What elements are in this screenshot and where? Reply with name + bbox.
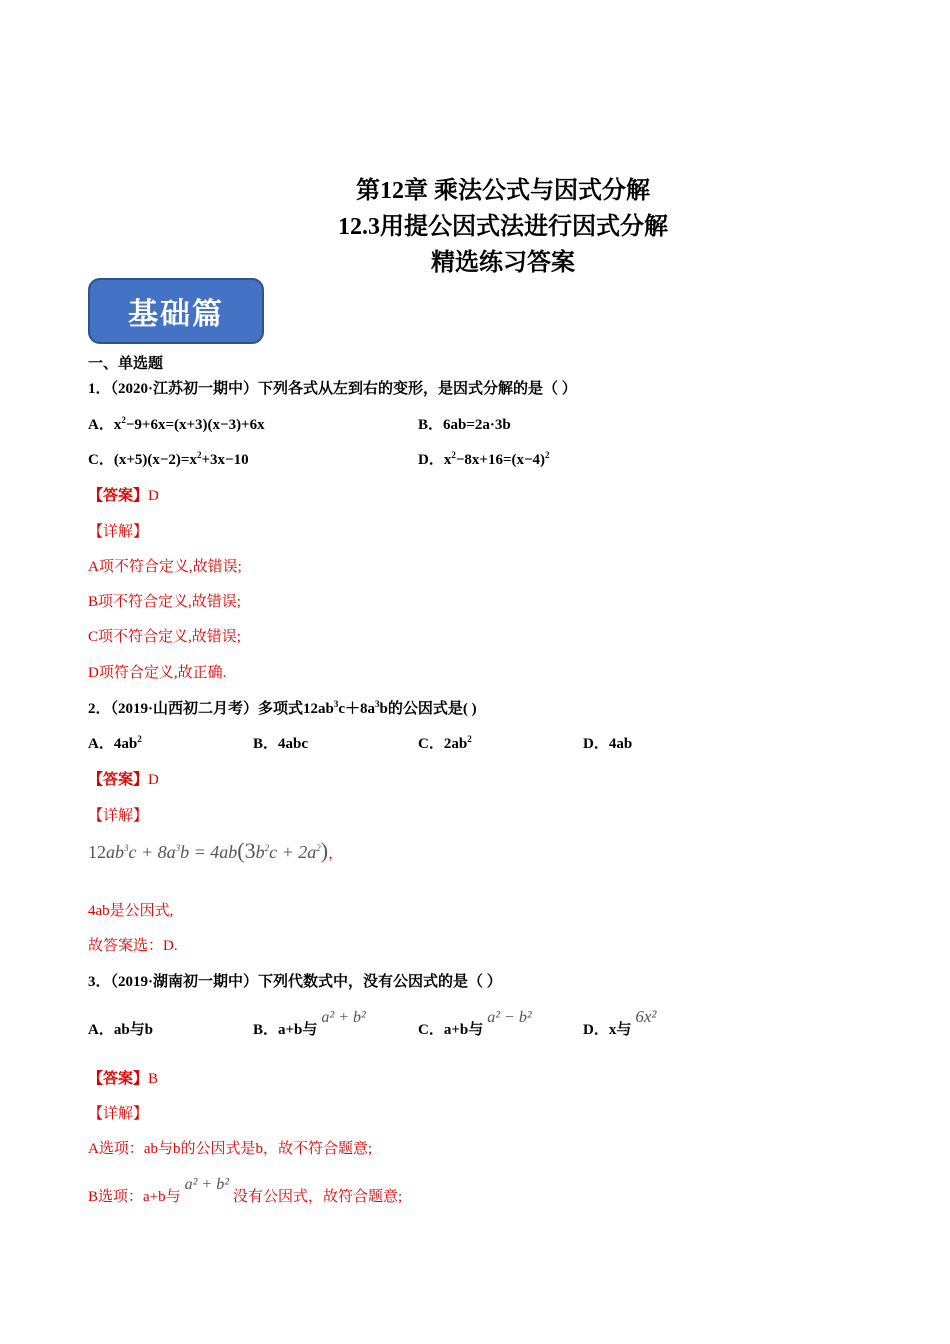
q1-detail-label: 【详解】 [88,524,149,540]
q2-formula: $12ab^3c + 8a^3b = 4ab(3b^2c + 2a^2)$， [88,838,344,863]
q3-stem: 3．（2019·湖南初一期中）下列代数式中，没有公因式的是（ ） [88,974,502,990]
q1-detail-line: B项不符合定义,故错误; [88,594,241,610]
q3-option-c: C．a+b与a² − b² [418,1009,532,1038]
q3-answer: 【答案】B [88,1071,159,1087]
q1-detail-line: A项不符合定义,故错误; [88,559,242,575]
q2-option-b: B．4abc [253,736,309,752]
q1-stem: 1．（2020·江苏初一期中）下列各式从左到右的变形，是因式分解的是（ ） [88,381,577,397]
q2-answer: 【答案】D [88,772,159,788]
q2-option-c: C．$2ab^2$ [418,734,472,752]
q3-option-b: B．a+b与a² + b² [253,1009,366,1038]
chapter-title: 第12章 乘法公式与因式分解 [356,178,650,204]
q2-option-d: D．4ab [583,736,633,752]
q2-detail-label: 【详解】 [88,808,149,824]
q3-detail-label: 【详解】 [88,1106,149,1122]
q2-stem: 2．（2019·山西初二月考）多项式$12ab^3c+8a^3b$的公因式是( ) [88,699,477,717]
q1-option-c: C．$(x+5)(x-2)=x^2+3x-10$ [88,450,249,468]
q2-detail-line: 4ab是公因式, [88,903,174,919]
q1-option-d: D．$x^2-8x+16=(x-4)^2$ [418,450,550,468]
q3-detail-line: B选项：a+b与a² + b²没有公因式，故符合题意; [88,1176,403,1205]
q1-option-b: B．6ab=2a·3b [418,417,511,433]
q3-option-d: D．x与6x² [583,1007,657,1038]
q1-detail-line: C项不符合定义,故错误; [88,629,241,645]
q1-answer: 【答案】D [88,488,159,504]
q2-detail-line: 故答案选：D. [88,938,178,954]
q1-detail-line: D项符合定义,故正确. [88,665,227,681]
q1-option-a: A．$x^2-9+6x=(x+3)(x-3)+6x$ [88,415,265,433]
section-heading: 一、单选题 [88,356,164,372]
level-badge: 基础篇 [88,278,264,344]
q3-detail-line: A选项：ab与b的公因式是b，故不符合题意; [88,1141,373,1157]
subtitle: 精选练习答案 [431,250,575,276]
q3-option-a: A．ab与b [88,1022,154,1038]
section-title: 12.3用提公因式法进行因式分解 [338,214,668,240]
q2-option-a: A．$4ab^2$ [88,734,142,752]
